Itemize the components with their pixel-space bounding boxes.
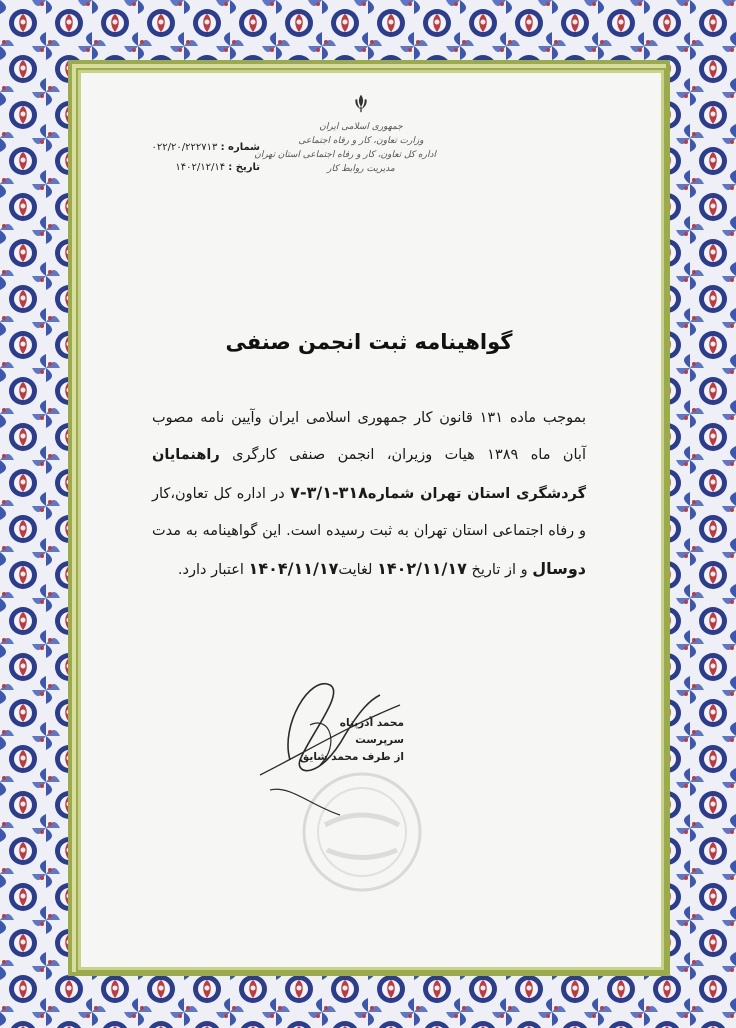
org-line: مدیریت روابط کار [327, 164, 395, 174]
body-text: لغایت [338, 562, 378, 578]
letterhead [254, 92, 436, 176]
org-line: اداره کل تعاون، کار و رفاه اجتماعی استان تهران [254, 150, 436, 160]
signatory-name: محمد آذرپناه [339, 717, 404, 729]
body-text: شماره [367, 486, 421, 502]
iran-emblem-icon [350, 92, 372, 114]
letter-number [124, 138, 260, 158]
valid-to-date: ۱۴۰۴/۱۱/۱۷ [248, 559, 339, 578]
letter-date [124, 158, 260, 178]
registration-number: ۳۱۸-۳/۱-۷ [290, 483, 368, 502]
validity-duration: دوسال [532, 559, 586, 578]
body-text: بموجب ماده ۱۳۱ قانون کار جمهوری اسلامی ایران وآیین نامه مصوب آبان ماه ۱۳۸۹ هیات وزیران، انجمن صنفی کارگری [152, 410, 586, 463]
valid-from-date: ۱۴۰۲/۱۱/۱۷ [377, 559, 467, 578]
letter-reference [124, 138, 260, 178]
certificate-title: گواهینامه ثبت انجمن صنفی [225, 330, 513, 354]
number-value: ۰۲۲/۲۰/۲۲۲۷۱۳ [151, 142, 218, 153]
number-label: شماره : [220, 142, 260, 153]
org-line: جمهوری اسلامی ایران [319, 122, 403, 132]
org-line: وزارت تعاون، کار و رفاه اجتماعی [298, 136, 424, 146]
body-text: و از تاریخ [466, 562, 533, 578]
association-name: راهنمایان گردشگری استان تهران [152, 447, 587, 502]
date-label: تاریخ : [228, 162, 260, 173]
signatory-on-behalf: از طرف محمد شایق [299, 751, 404, 763]
signatory-role: سرپرست [355, 734, 404, 746]
signatory [290, 715, 404, 766]
body-text: در اداره کل تعاون،کار و رفاه اجتماعی استان تهران به ثبت رسیده است. این گواهینامه به مدت [152, 486, 586, 539]
body-text: اعتبار دارد. [177, 562, 249, 578]
certificate-body [152, 400, 586, 589]
date-value: ۱۴۰۲/۱۲/۱۴ [175, 162, 226, 173]
